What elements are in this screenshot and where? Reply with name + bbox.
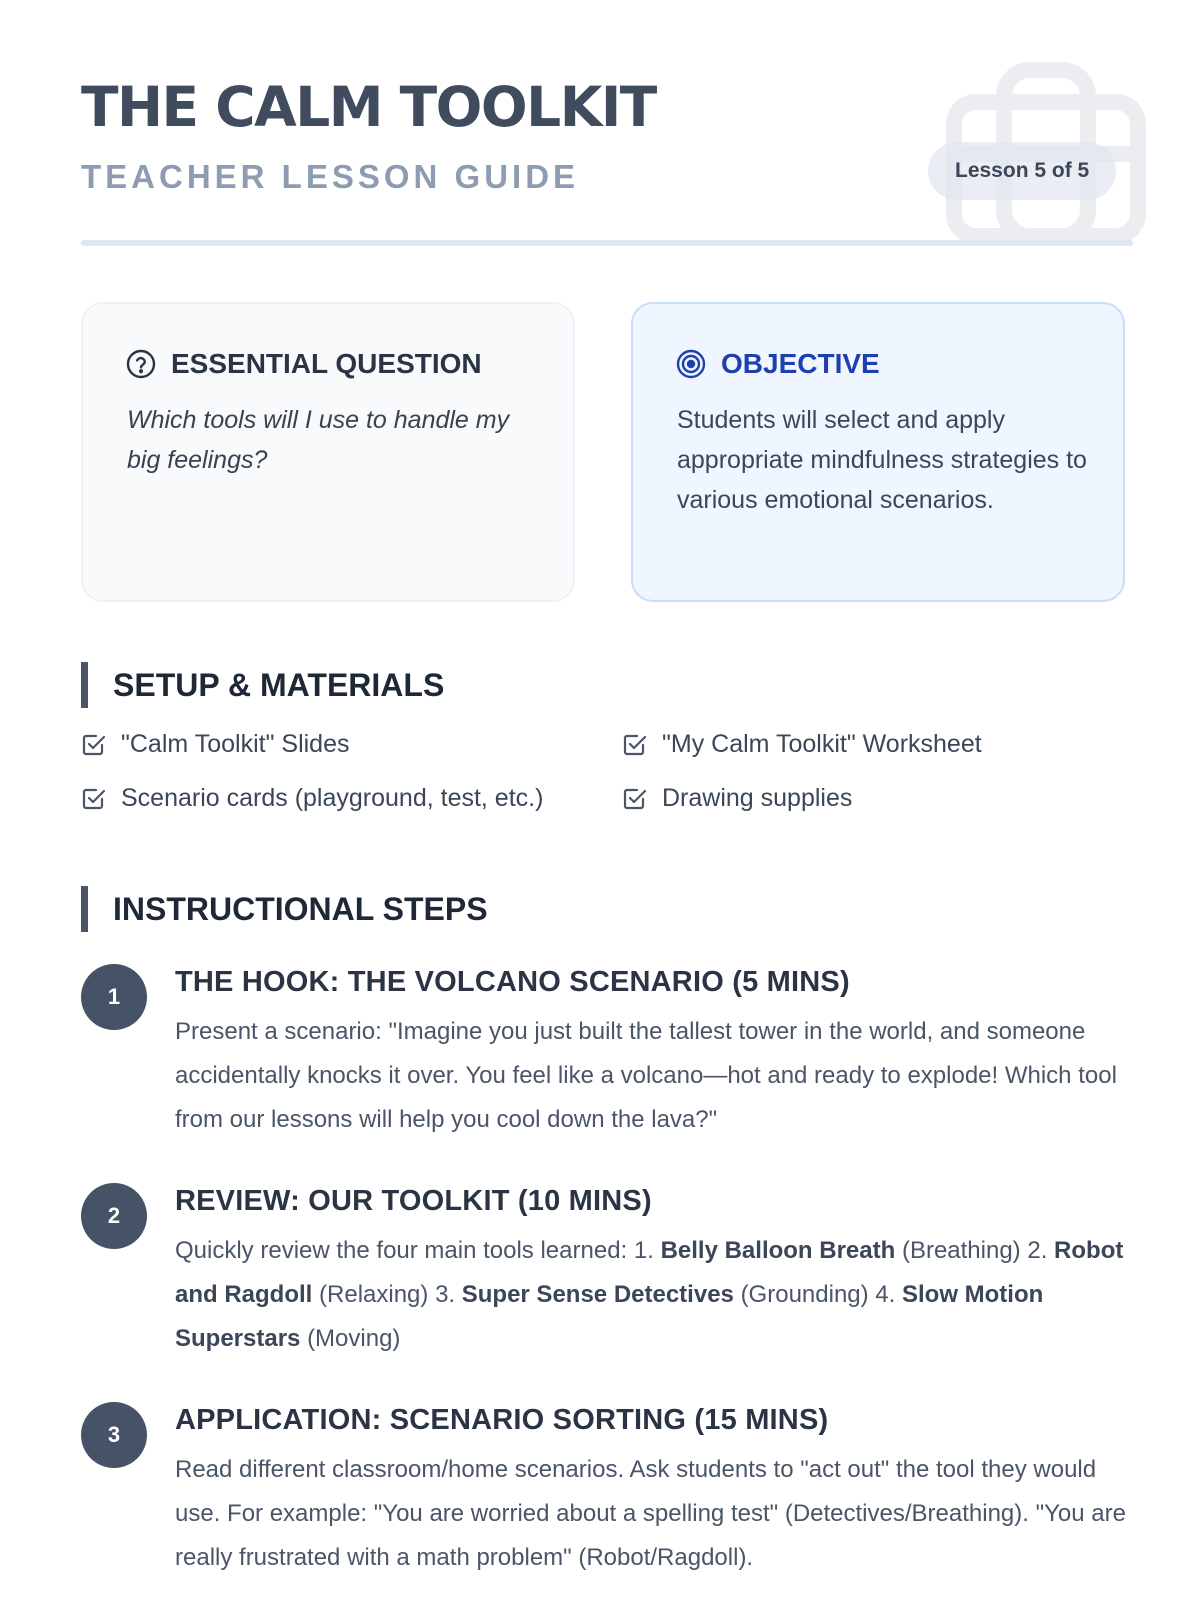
objective-card <box>631 302 1125 602</box>
checkbox-checked-icon <box>81 732 107 758</box>
steps-section-title: INSTRUCTIONAL STEPS <box>81 886 488 932</box>
step-body <box>175 1229 1133 1361</box>
material-item <box>622 784 852 813</box>
tool-category: (Breathing) <box>901 1237 1021 1264</box>
material-item <box>622 730 982 759</box>
page-subtitle: TEACHER LESSON GUIDE <box>81 158 580 195</box>
materials-section-title: SETUP & MATERIALS <box>81 662 444 708</box>
tool-name: Super Sense Detectives <box>461 1281 734 1308</box>
step-title: REVIEW: OUR TOOLKIT (10 MINS) <box>175 1185 652 1217</box>
tool-category: (Grounding) <box>740 1281 869 1308</box>
material-label: Drawing supplies <box>662 784 853 812</box>
tool-name: Belly Balloon Breath <box>660 1237 896 1264</box>
checkbox-checked-icon <box>81 786 107 812</box>
tool-category: (Relaxing) <box>319 1281 429 1308</box>
tool-name: Slow Motion Superstars <box>175 1281 1044 1352</box>
objective-header <box>675 348 880 380</box>
page-title: THE CALM TOOLKIT <box>81 75 656 139</box>
essential-question-card <box>81 302 575 602</box>
question-circle-icon <box>125 348 157 380</box>
header-divider <box>81 240 1133 246</box>
step-body: Read different classroom/home scenarios. Ask students to "act out" the tool they would use. For example: "You are worried about a spelling test" (Detectives/Breathing). "You are really frustrated with a math problem" (Robot/Ragdoll). <box>175 1456 1126 1571</box>
step-body-intro: Quickly review the four main tools learned: 1. <box>175 1237 654 1264</box>
tool-number: 2. <box>1027 1237 1048 1264</box>
header <box>81 0 1133 248</box>
lesson-badge: Lesson 5 of 5 <box>928 142 1116 200</box>
material-label: "Calm Toolkit" Slides <box>121 730 350 758</box>
objective-text: Students will select and apply appropriate mindfulness strategies to various emotional scenarios. <box>677 406 1087 514</box>
summary-cards <box>81 302 1133 602</box>
checkbox-checked-icon <box>622 732 648 758</box>
step-number-badge: 3 <box>81 1402 147 1468</box>
essential-question-label: ESSENTIAL QUESTION <box>171 348 482 379</box>
step-body: Present a scenario: "Imagine you just built the tallest tower in the world, and someone accidentally knocks it over. You feel like a volcano—hot and ready to explode! Which tool from our lessons will help you cool down the lava?" <box>175 1018 1117 1133</box>
step-title: THE HOOK: THE VOLCANO SCENARIO (5 MINS) <box>175 966 850 998</box>
tool-category: (Moving) <box>307 1325 401 1352</box>
target-icon <box>675 348 707 380</box>
step-number-badge: 2 <box>81 1183 147 1249</box>
step-title: APPLICATION: SCENARIO SORTING (15 MINS) <box>175 1404 829 1436</box>
material-item <box>81 730 349 759</box>
essential-question-text: Which tools will I use to handle my big feelings? <box>127 406 510 474</box>
material-label: "My Calm Toolkit" Worksheet <box>662 730 982 758</box>
checkbox-checked-icon <box>622 786 648 812</box>
material-item <box>81 784 543 813</box>
lesson-guide-page <box>81 0 1133 1571</box>
step-number-badge: 1 <box>81 964 147 1030</box>
objective-label: OBJECTIVE <box>721 348 880 379</box>
essential-question-header <box>125 348 482 380</box>
material-label: Scenario cards (playground, test, etc.) <box>121 784 544 812</box>
tool-name: Robot and Ragdoll <box>175 1237 1124 1308</box>
tool-number: 4. <box>875 1281 896 1308</box>
tool-number: 3. <box>435 1281 456 1308</box>
